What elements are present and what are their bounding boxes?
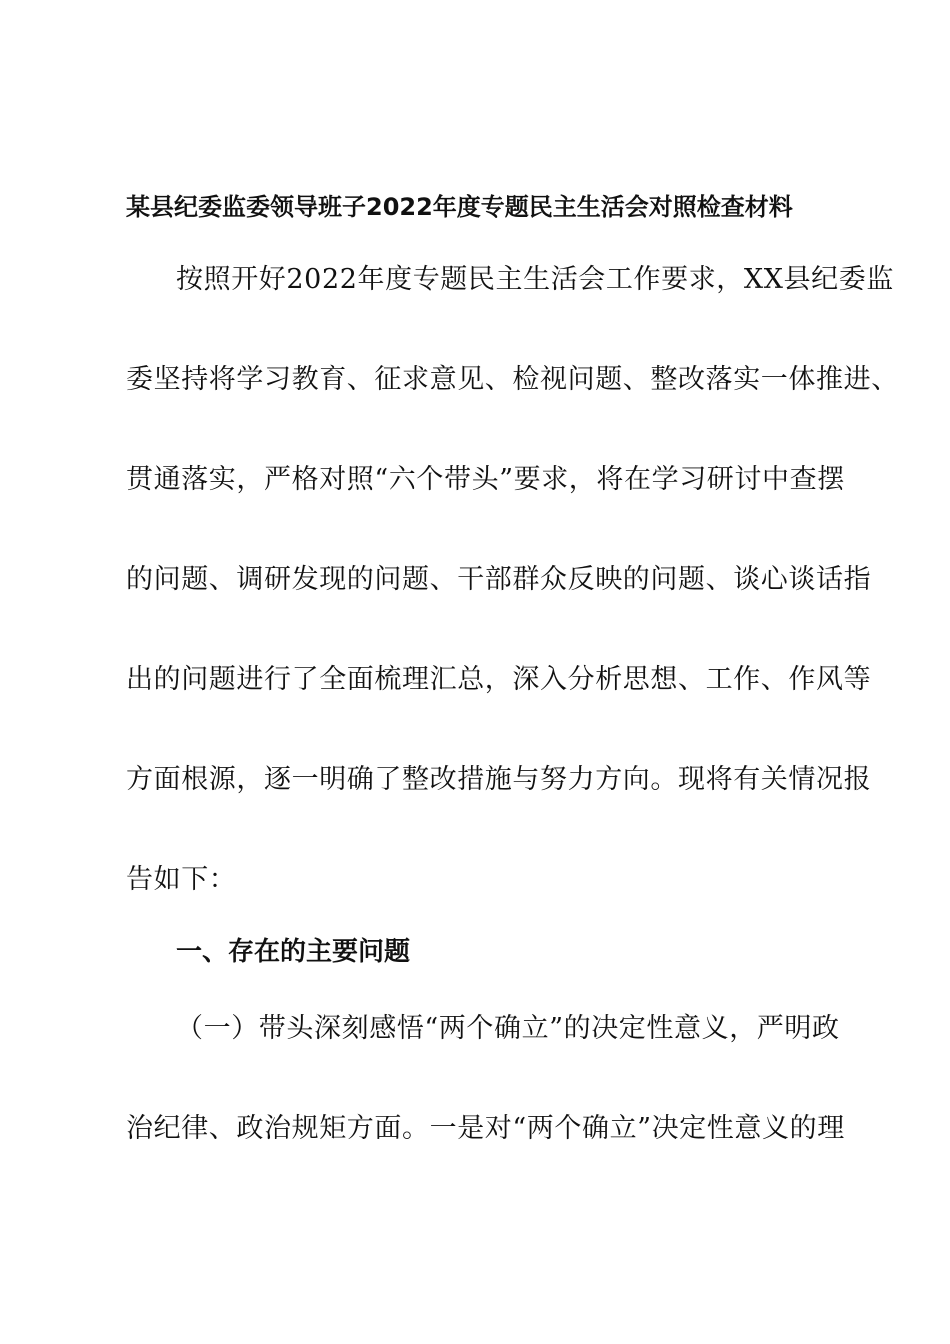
intro-line-2: 委坚持将学习教育、征求意见、检视问题、整改落实一体推进、 xyxy=(126,364,899,395)
intro-line-1: 按照开好2022年度专题民主生活会工作要求，XX县纪委监 xyxy=(176,264,894,295)
document-title: 某县纪委监委领导班子2022年度专题民主生活会对照检查材料 xyxy=(126,193,793,221)
intro-line-7: 告如下： xyxy=(126,864,237,895)
section-line-2: 治纪律、政治规矩方面。一是对“两个确立”决定性意义的理 xyxy=(126,1113,845,1144)
intro-line-4: 的问题、调研发现的问题、干部群众反映的问题、谈心谈话指 xyxy=(126,564,872,595)
intro-line-3: 贯通落实，严格对照“六个带头”要求，将在学习研讨中查摆 xyxy=(126,464,845,495)
intro-line-6: 方面根源，逐一明确了整改措施与努力方向。现将有关情况报 xyxy=(126,764,872,795)
section-heading: 一、存在的主要问题 xyxy=(176,937,411,967)
intro-line-5: 出的问题进行了全面梳理汇总，深入分析思想、工作、作风等 xyxy=(126,664,872,695)
section-line-1: （一）带头深刻感悟“两个确立”的决定性意义，严明政 xyxy=(176,1013,840,1044)
